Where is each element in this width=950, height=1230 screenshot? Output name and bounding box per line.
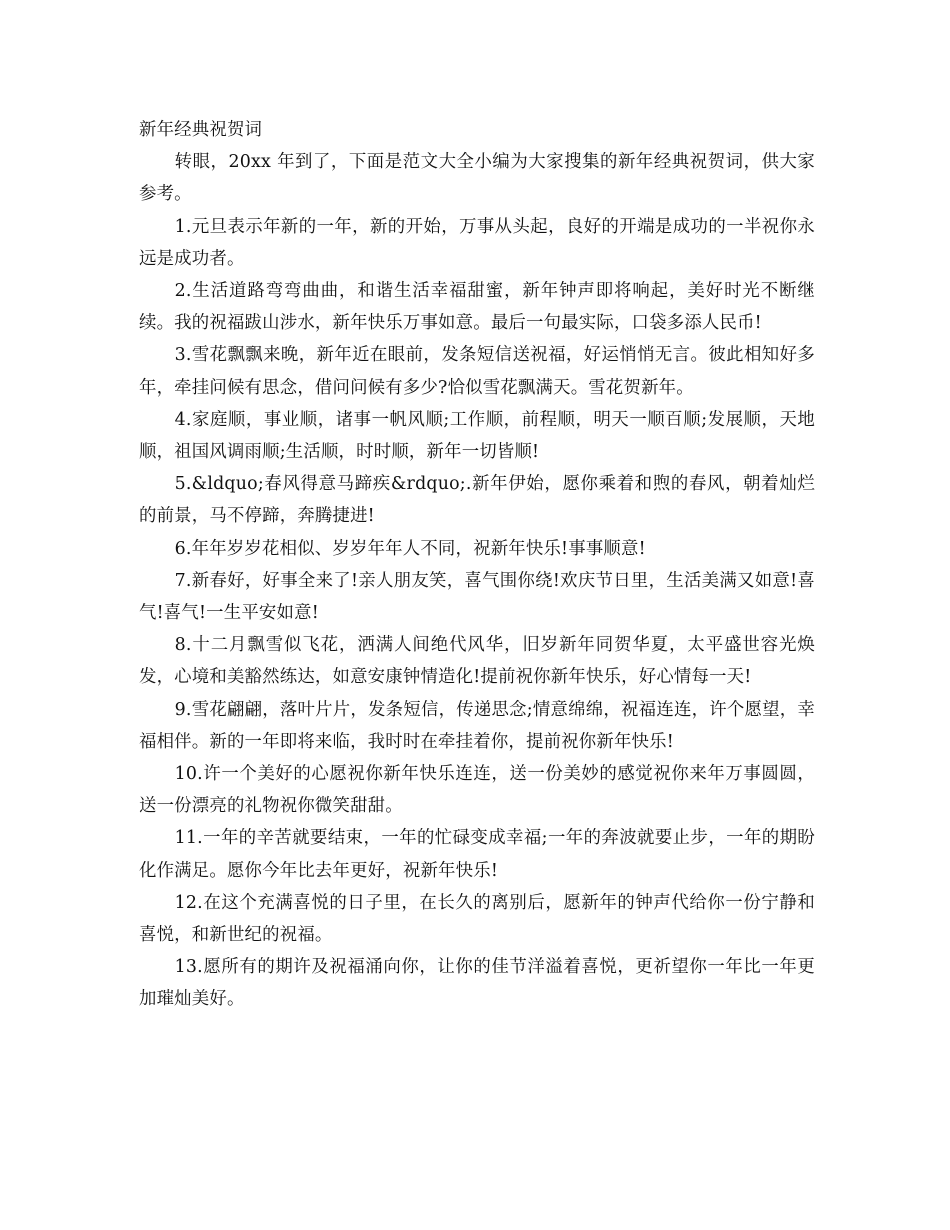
- greeting-item-4: 4.家庭顺，事业顺，诸事一帆风顺;工作顺，前程顺，明天一顺百顺;发展顺，天地顺，祖国风调雨顺;生活顺，时时顺，新年一切皆顺!: [139, 409, 815, 463]
- greeting-item-11: 11.一年的辛苦就要结束，一年的忙碌变成幸福;一年的奔波就要止步，一年的期盼化作满足。愿你今年比去年更好，祝新年快乐!: [139, 828, 815, 881]
- greeting-item-2: 2.生活道路弯弯曲曲，和谐生活幸福甜蜜，新年钟声即将响起，美好时光不断继续。我的祝福跋山涉水，新年快乐万事如意。最后一句最实际，口袋多添人民币!: [139, 281, 815, 334]
- document-title: 新年经典祝贺词: [139, 120, 263, 140]
- greeting-item-3: 3.雪花飘飘来晚，新年近在眼前，发条短信送祝福，好运悄悄无言。彼此相知好多年，牵挂问候有思念，借问问候有多少?恰似雪花飘满天。雪花贺新年。: [139, 345, 815, 398]
- greeting-item-1: 1.元旦表示年新的一年，新的开始，万事从头起，良好的开端是成功的一半祝你永远是成功者。: [139, 216, 815, 269]
- greeting-item-9: 9.雪花翩翩，落叶片片，发条短信，传递思念;情意绵绵，祝福连连，许个愿望，幸福相伴。新的一年即将来临，我时时在牵挂着你，提前祝你新年快乐!: [139, 699, 815, 752]
- greeting-item-6: 6.年年岁岁花相似、岁岁年年人不同，祝新年快乐!事事顺意!: [174, 538, 646, 559]
- intro-paragraph: 转眼，20xx 年到了，下面是范文大全小编为大家搜集的新年经典祝贺词，供大家参考。: [139, 152, 815, 205]
- greeting-item-8: 8.十二月飘雪似飞花，洒满人间绝代风华，旧岁新年同贺华夏，太平盛世容光焕发，心境和美豁然练达，如意安康钟情造化!提前祝你新年快乐，好心情每一天!: [139, 635, 815, 688]
- greeting-item-7: 7.新春好，好事全来了!亲人朋友笑，喜气围你绕!欢庆节日里，生活美满又如意!喜气!喜气!一生平安如意!: [139, 570, 815, 624]
- greeting-item-13: 13.愿所有的期许及祝福涌向你，让你的佳节洋溢着喜悦，更祈望你一年比一年更加璀灿美好。: [139, 957, 815, 1010]
- document-body: [139, 114, 815, 1016]
- greeting-item-10: 10.许一个美好的心愿祝你新年快乐连连，送一份美妙的感觉祝你来年万事圆圆，送一份漂亮的礼物祝你微笑甜甜。: [139, 764, 815, 817]
- greeting-item-5: 5.&ldquo;春风得意马蹄疾&rdquo;.新年伊始，愿你乘着和煦的春风，朝着灿烂的前景，马不停蹄，奔腾捷进!: [139, 474, 815, 527]
- greeting-item-12: 12.在这个充满喜悦的日子里，在长久的离别后，愿新年的钟声代给你一份宁静和喜悦，和新世纪的祝福。: [139, 892, 815, 946]
